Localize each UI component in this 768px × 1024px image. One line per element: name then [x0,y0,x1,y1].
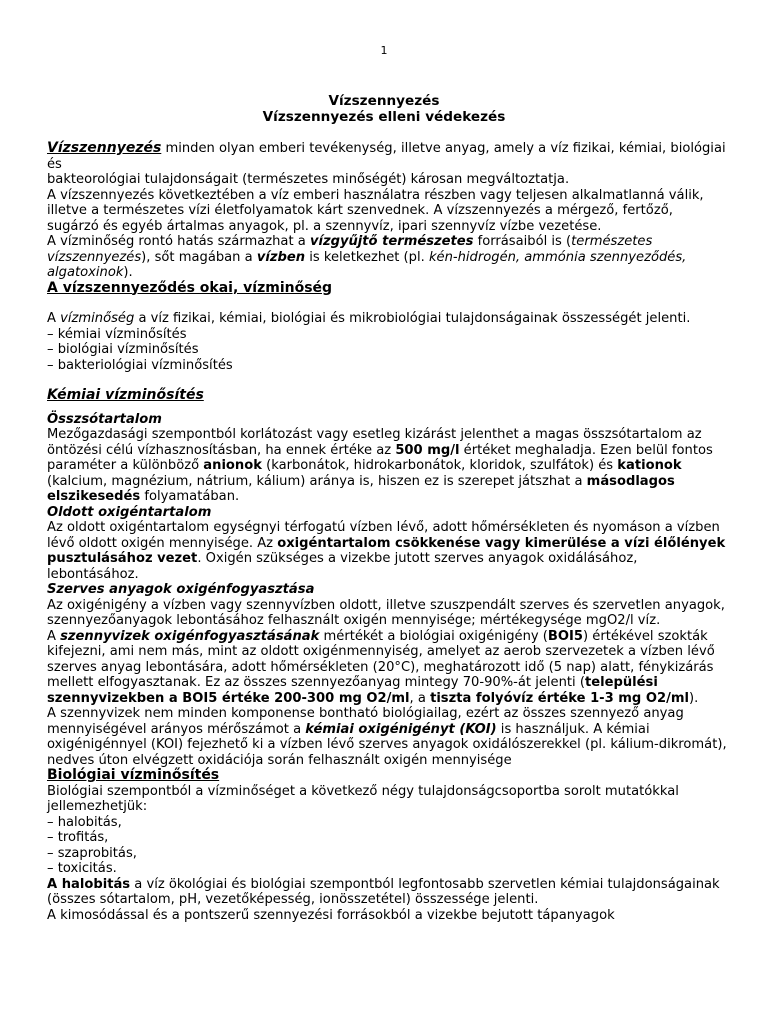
cod-paragraph [47,706,727,768]
text: Az oldott oxigéntartalom egységnyi térfogatú vízben lévő, adott hőmérsékleten és nyomáson a vízben lévő oldott oxigén mennyisége. Az [47,520,720,551]
emphasis: vízgyűjtő természetes [309,234,474,249]
text: értéket meghaladja. Ezen belül fontos paraméter a különböző [47,442,713,473]
emphasis: vízben [256,249,306,265]
text: Mezőgazdasági szempontból korlátozást vagy esetleg kizárást jelenthet a magas összsótartalom az öntözési célú vízhasznosításban, ha ennek értéke az [47,427,702,458]
text: a víz fizikai, kémiai, biológiai és mikrobiológiai tulajdonságainak összességét jelenti. [134,311,691,326]
section-heading-biological: Biológiai vízminősítés [47,767,220,783]
text: ). [123,265,133,280]
halobity-paragraph [47,877,727,908]
text: is keletkezhet (pl. [305,249,429,265]
list-item: – szaprobitás, [47,845,137,861]
dissolved-oxygen-paragraph [47,520,727,582]
page-number: 1 [380,44,388,57]
emphasis: A halobitás [47,876,131,892]
section-heading-causes: A vízszennyeződés okai, vízminőség [47,279,333,296]
bod-paragraph [47,629,727,707]
intro-lead-term: Vízszennyezés [47,140,162,156]
document-subtitle: Vízszennyezés elleni védekezés [262,109,506,125]
emphasis: 500 mg/l [395,442,460,458]
text: . Oxigén szükséges a vizekbe jutott szerves anyagok oxidálásához, lebontásához. [47,551,638,582]
emphasis: tiszta folyóvíz értéke 1-3 mg O2/ml [430,690,690,706]
list-item: – toxicitás. [47,861,117,876]
text: forrásaiból is ( [473,234,572,249]
biological-paragraph: Biológiai szempontból a vízminőséget a következő négy tulajdonságcsoportba sorolt mutatókkal jellemezhetjük: [47,783,679,814]
text: A [47,311,61,326]
document-title-block [0,93,768,125]
text: folyamatában. [140,489,240,504]
salt-content-paragraph [47,427,727,505]
intro-paragraph-3: A vízszennyezés következtében a víz emberi használatra részben vagy teljesen alkalmatlanná válik, illetve a természetes vízi életfolyamatok kárt szenvednek. A vízszennyezés a mérgező, fertőző, sugárzó és egyéb ártalmas anyagok, pl. a szennyvíz, ipari szennyvíz vízbe vezetése. [47,187,704,234]
emphasis: szennyvizek oxigénfogyasztásának [60,628,320,644]
intro-paragraph-4 [47,234,727,281]
emphasis: kémiai oxigénigényt (KOI) [305,721,497,737]
oxygen-demand-paragraph: Az oxigénigény a vízben vagy szennyvízben oldott, illetve szuszpendált szerves és szervetlen anyagok, szennyezőanyagok lebontásához felhasznált oxigén mennyisége; mértékegysége mgO2/l víz. [47,597,725,628]
subheading-oxygen-consumption: Szerves anyagok oxigénfogyasztása [47,582,315,597]
text: ), sőt magában a [141,249,257,265]
list-item: – trofitás, [47,830,109,845]
text: A [47,628,61,644]
text: is használjuk. A kémiai oxigénigénnyel (KOI) fejezhető ki a vízben lévő szerves anyagok oxidálószerekkel (pl. kálium-dikromát), nedves úton elvégzett oxidációja során felhasznált oxigén mennyisége [47,721,727,768]
emphasis: települési szennyvizekben a BOI5 értéke 200-300 mg O2/ml [47,675,658,706]
list-item: – biológiai vízminősítés [47,342,199,357]
emphasis: másodlagos elszikesedés [47,473,675,504]
text: ) értékével szokták kifejezni, ami nem más, mint az oldott oxigénmennyiség, amelyet az aerob szervezetek a vízben lévő szerves anyag lebontására, adott hőmérsékleten (20°C), meghatározott idő (5 nap) alatt, fénykizárás mellett elfogyasztanak. Ez az összes szennyezőanyag mintegy 70-90%-át jelenti ( [47,628,715,690]
section-heading-chemical: Kémiai vízminősítés [47,387,204,403]
emphasis: vízminőség [60,311,135,326]
list-item: – bakteriológiai vízminősítés [47,357,233,373]
list-item: – halobitás, [47,814,122,830]
intro-text: minden olyan emberi tevékenység, illetve anyag, amely a víz fizikai, kémiai, biológiai és [47,141,726,172]
list-item: – kémiai vízminősítés [47,326,187,342]
text: (karbonátok, hidrokarbonátok, kloridok, szulfátok) és [261,458,618,473]
emphasis: kationok [617,458,682,473]
emphasis: anionok [203,458,262,473]
nutrient-paragraph: A kimosódással és a pontszerű szennyezési forrásokból a vizekbe bejutott tápanyagok [47,907,615,923]
document-body [47,141,727,923]
emphasis: természetes vízszennyezés [47,234,653,265]
intro-paragraph [47,141,727,172]
intro-paragraph-2: bakteorológiai tulajdonságait (természetes minőségét) károsan megváltoztatja. [47,172,570,187]
text: A vízminőség rontó hatás származhat a [47,234,310,249]
emphasis: oxigéntartalom csökkenése vagy kimerülése a vízi élőlények pusztulásához vezet [47,535,726,566]
emphasis: BOI5 [547,628,584,644]
subheading-dissolved-oxygen: Oldott oxigéntartalom [47,504,212,520]
document-title: Vízszennyezés [328,93,440,109]
text: (kalcium, magnézium, nátrium, kálium) aránya is, hiszen ez is szerepet játszhat a [47,473,587,489]
text: , a [409,690,431,706]
emphasis: kén-hidrogén, ammónia szennyeződés, algatoxinok [47,249,687,280]
text: mértékét a biológiai oxigénigény ( [319,628,548,644]
text: A szennyvizek nem minden komponense bontható biológiailag, ezért az összes szennyező anyag mennyiségével arányos mérőszámot a [47,706,684,737]
water-quality-paragraph [47,311,727,327]
subheading-salt-content: Összsótartalom [47,411,162,427]
text: ). [689,690,699,706]
text: a víz ökológiai és biológiai szempontból legfontosabb szervetlen kémiai tulajdonságainak (összes sótartalom, pH, vezetőképesség, ionösszetétel) összessége jelenti. [47,876,720,907]
